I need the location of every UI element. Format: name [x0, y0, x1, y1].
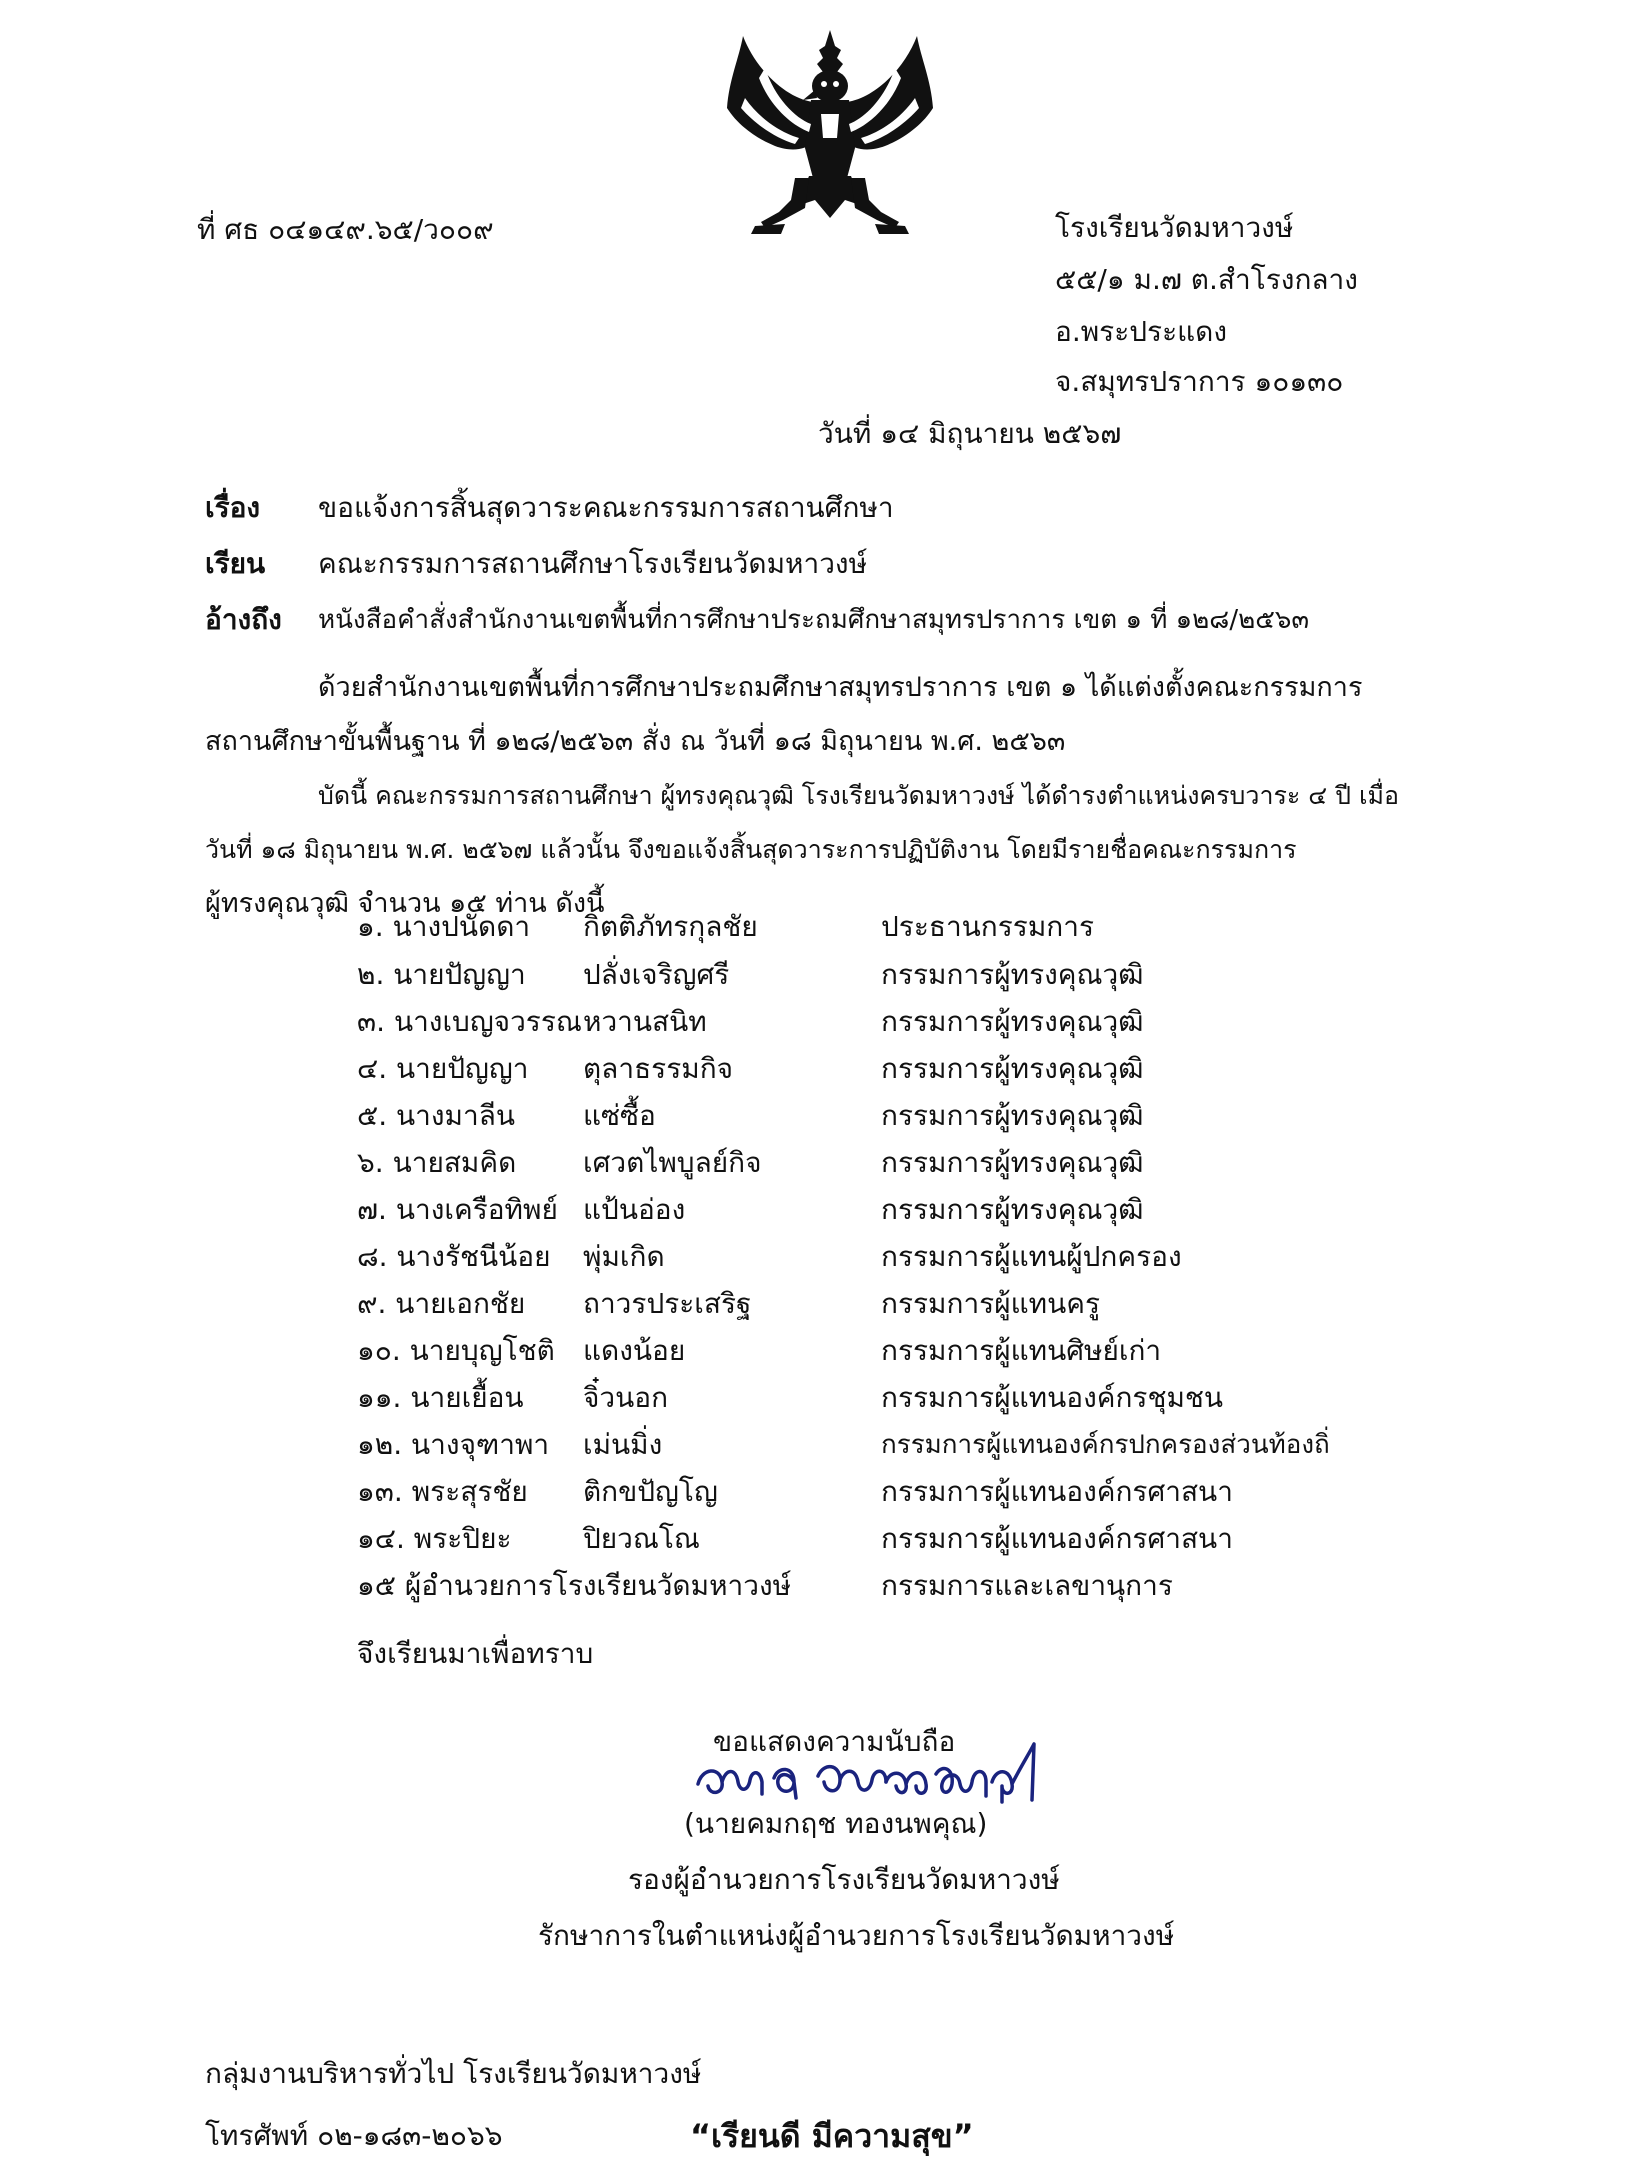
- member-name: ๙. นายเอกชัย: [357, 1287, 526, 1320]
- member-surname: แป้นอ่อง: [583, 1193, 686, 1226]
- member-surname: แซ่ซื้อ: [583, 1099, 656, 1132]
- member-name: ๒. นายปัญญา: [357, 958, 526, 991]
- member-surname: ถาวรประเสริฐ: [583, 1287, 752, 1320]
- paragraph-line: ผู้ทรงคุณวุฒิ จำนวน ๑๕ ท่าน ดังนี้: [205, 888, 605, 919]
- member-name: ๖. นายสมคิด: [357, 1146, 517, 1179]
- member-role: กรรมการผู้ทรงคุณวุฒิ: [881, 1193, 1144, 1226]
- footer-department: กลุ่มงานบริหารทั่วไป โรงเรียนวัดมหาวงษ์: [205, 2057, 702, 2090]
- member-name: ๔. นายปัญญา: [357, 1052, 529, 1085]
- member-name: ๑๒. นางจุฑาพา: [357, 1428, 550, 1461]
- member-role: ประธานกรรมการ: [881, 910, 1095, 943]
- closing-text: จึงเรียนมาเพื่อทราบ: [357, 1637, 594, 1670]
- reference-label: อ้างถึง: [205, 603, 282, 636]
- recipient-text: คณะกรรมการสถานศึกษาโรงเรียนวัดมหาวงษ์: [318, 547, 868, 580]
- member-role: กรรมการผู้ทรงคุณวุฒิ: [881, 1005, 1144, 1038]
- paragraph-line: ด้วยสำนักงานเขตพื้นที่การศึกษาประถมศึกษาสมุทรปราการ เขต ๑ ได้แต่งตั้งคณะกรรมการ: [318, 672, 1363, 703]
- signer-name: (นายคมกฤช ทองนพคุณ): [684, 1807, 988, 1840]
- address-line: ๕๕/๑ ม.๗ ต.สำโรงกลาง: [1055, 263, 1358, 296]
- member-role: กรรมการผู้ทรงคุณวุฒิ: [881, 1146, 1144, 1179]
- footer-phone: โทรศัพท์ ๐๒-๑๘๓-๒๐๖๖: [205, 2119, 503, 2152]
- member-surname: กิตติภัทรกุลชัย: [583, 910, 758, 943]
- document-date: วันที่ ๑๔ มิถุนายน ๒๕๖๗: [818, 417, 1122, 450]
- member-name: ๘. นางรัชนีน้อย: [357, 1240, 551, 1273]
- member-name: ๑๓. พระสุรชัย: [357, 1475, 528, 1508]
- member-role: กรรมการผู้แทนศิษย์เก่า: [881, 1334, 1162, 1367]
- member-name: ๑๑. นายเยื้อน: [357, 1381, 524, 1414]
- member-surname: ปลั่งเจริญศรี: [583, 958, 730, 991]
- recipient-label: เรียน: [205, 547, 266, 580]
- member-surname: ตุลาธรรมกิจ: [583, 1052, 734, 1085]
- member-name: ๓. นางเบญจวรรณ: [357, 1005, 582, 1038]
- address-line: อ.พระประแดง: [1055, 315, 1228, 348]
- member-role: กรรมการผู้ทรงคุณวุฒิ: [881, 1052, 1144, 1085]
- member-surname: เศวตไพบูลย์กิจ: [583, 1146, 762, 1179]
- member-surname: เม่นมิ่ง: [583, 1428, 663, 1461]
- garuda-emblem: [725, 28, 935, 243]
- member-role: กรรมการผู้แทนองค์กรศาสนา: [881, 1475, 1233, 1508]
- handwritten-signature: [690, 1738, 1060, 1812]
- member-name: ๕. นางมาลีน: [357, 1099, 516, 1132]
- subject-label: เรื่อง: [205, 491, 261, 524]
- address-line: จ.สมุทรปราการ ๑๐๑๓๐: [1055, 365, 1344, 398]
- member-surname: ปิยวณโณ: [583, 1522, 700, 1555]
- member-role: กรรมการและเลขานุการ: [881, 1569, 1173, 1602]
- member-name: ๑๐. นายบุญโชติ: [357, 1334, 555, 1367]
- school-motto: “เรียนดี มีความสุข”: [690, 2117, 974, 2155]
- member-surname: แดงน้อย: [583, 1334, 686, 1367]
- member-role: กรรมการผู้แทนองค์กรชุมชน: [881, 1381, 1224, 1414]
- reference-text: หนังสือคำสั่งสำนักงานเขตพื้นที่การศึกษาประถมศึกษาสมุทรปราการ เขต ๑ ที่ ๑๒๘/๒๕๖๓: [318, 605, 1310, 635]
- member-role: กรรมการผู้แทนองค์กรศาสนา: [881, 1522, 1233, 1555]
- member-role: กรรมการผู้แทนองค์กรปกครองส่วนท้องถิ่: [881, 1430, 1330, 1460]
- member-name: ๑. นางปนัดดา: [357, 910, 531, 943]
- member-name: ๑๔. พระปิยะ: [357, 1522, 512, 1555]
- paragraph-line: วันที่ ๑๘ มิถุนายน พ.ศ. ๒๕๖๗ แล้วนั้น จึงขอแจ้งสิ้นสุดวาระการปฏิบัติงาน โดยมีรายชื่อคณะกรรมการ: [205, 835, 1297, 864]
- member-surname: ติกขปัญโญ: [583, 1475, 718, 1508]
- regards-text: ขอแสดงความนับถือ: [713, 1725, 956, 1758]
- signer-position: รองผู้อำนวยการโรงเรียนวัดมหาวงษ์: [628, 1863, 1060, 1896]
- paragraph-line: สถานศึกษาขั้นพื้นฐาน ที่ ๑๒๘/๒๕๖๓ สั่ง ณ วันที่ ๑๘ มิถุนายน พ.ศ. ๒๕๖๓: [205, 726, 1066, 757]
- member-role: กรรมการผู้แทนผู้ปกครอง: [881, 1240, 1182, 1273]
- reference-number: ที่ ศธ ๐๔๑๔๙.๖๕/ว๐๐๙: [197, 213, 494, 246]
- member-name: ๗. นางเครือทิพย์: [357, 1193, 558, 1226]
- member-surname: พุ่มเกิด: [583, 1240, 665, 1273]
- member-role: กรรมการผู้ทรงคุณวุฒิ: [881, 958, 1144, 991]
- member-surname: จิ๋วนอก: [583, 1381, 669, 1414]
- member-role: กรรมการผู้ทรงคุณวุฒิ: [881, 1099, 1144, 1132]
- paragraph-line: บัดนี้ คณะกรรมการสถานศึกษา ผู้ทรงคุณวุฒิ โรงเรียนวัดมหาวงษ์ ได้ดำรงตำแหน่งครบวาระ ๔ ปี เมื่อ: [318, 781, 1400, 810]
- address-line: โรงเรียนวัดมหาวงษ์: [1055, 211, 1294, 244]
- member-surname: หวานสนิท: [583, 1005, 707, 1038]
- member-name: ๑๕ ผู้อำนวยการโรงเรียนวัดมหาวงษ์: [357, 1569, 792, 1602]
- subject-text: ขอแจ้งการสิ้นสุดวาระคณะกรรมการสถานศึกษา: [318, 491, 894, 524]
- signer-acting-position: รักษาการในตำแหน่งผู้อำนวยการโรงเรียนวัดมหาวงษ์: [538, 1919, 1175, 1952]
- member-role: กรรมการผู้แทนครู: [881, 1287, 1101, 1320]
